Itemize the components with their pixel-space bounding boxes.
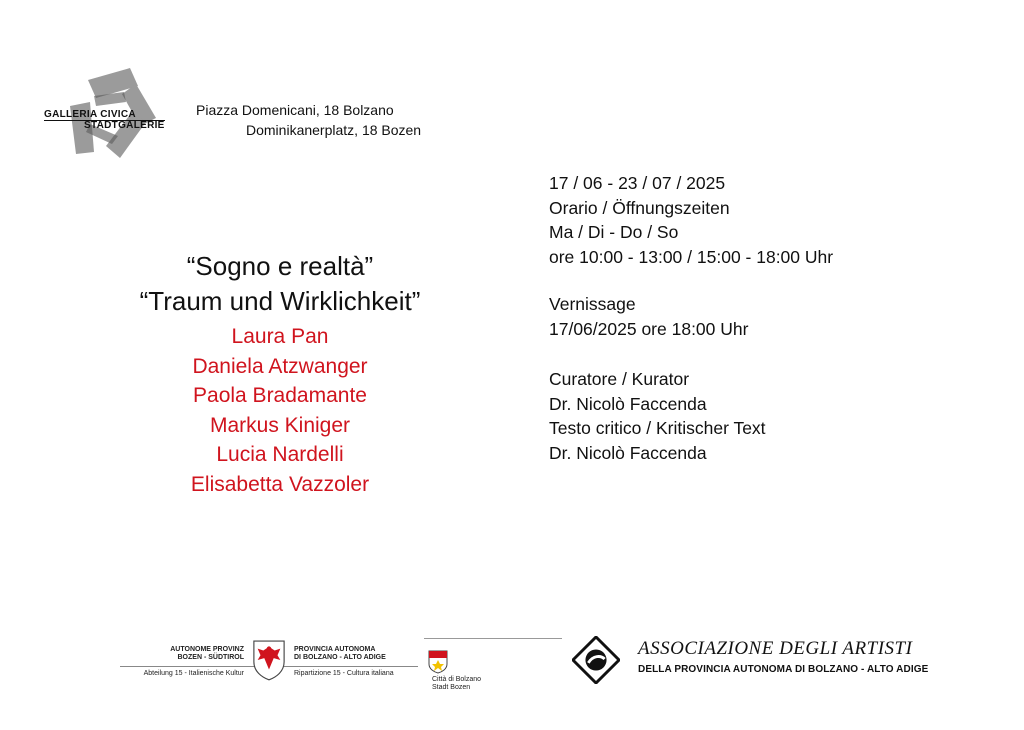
vernissage-date: 17/06/2025 ore 18:00 Uhr bbox=[549, 318, 749, 339]
province-german-name bbox=[160, 646, 244, 662]
vernissage-label: Vernissage bbox=[549, 294, 636, 314]
city-coat-of-arms-icon bbox=[428, 650, 448, 674]
artist-name: Paola Bradamante bbox=[193, 384, 367, 407]
opening-hours: ore 10:00 - 13:00 / 15:00 - 18:00 Uhr bbox=[549, 246, 834, 267]
association-subtitle: DELLA PROVINCIA AUTONOMA DI BOLZANO - ALTO ADIGE bbox=[638, 664, 929, 675]
artist-name: Elisabetta Vazzoler bbox=[190, 472, 370, 496]
province-coat-of-arms-icon bbox=[252, 638, 286, 682]
curator-label: Curatore / Kurator bbox=[549, 369, 690, 389]
artist-name: Daniela Atzwanger bbox=[192, 354, 368, 378]
exhibition-title-italian: “Sogno e realtà” bbox=[186, 251, 374, 281]
artist-name: Laura Pan bbox=[231, 325, 329, 348]
city-name-german: Stadt Bozen bbox=[432, 684, 471, 691]
province-german-dept: Abteilung 15 - Italienische Kultur bbox=[143, 670, 244, 677]
artist-list bbox=[120, 322, 440, 499]
province-german-line-1: AUTONOME PROVINZ bbox=[170, 646, 244, 653]
province-italian-line-1: PROVINCIA AUTONOMA bbox=[294, 646, 376, 653]
address-german: Dominikanerplatz, 18 Bozen bbox=[246, 122, 422, 138]
artist-name: Lucia Nardelli bbox=[216, 443, 344, 466]
address-italian: Piazza Domenicani, 18 Bolzano bbox=[196, 102, 394, 118]
logo-line-1: GALLERIA CIVICA bbox=[44, 109, 136, 120]
province-italian-name bbox=[294, 646, 404, 662]
curator-name: Dr. Nicolò Faccenda bbox=[549, 393, 707, 414]
exhibition-title-german: “Traum und Wirklichkeit” bbox=[139, 286, 421, 316]
city-name bbox=[432, 676, 481, 692]
critic-label: Testo critico / Kritischer Text bbox=[549, 418, 766, 438]
critic-name: Dr. Nicolò Faccenda bbox=[549, 442, 707, 463]
province-italian-line-2: DI BOLZANO - ALTO ADIGE bbox=[294, 654, 386, 661]
hours-label: Orario / Öffnungszeiten bbox=[549, 197, 730, 218]
schedule-block bbox=[549, 171, 833, 269]
city-header-line bbox=[424, 638, 562, 639]
logo-wordmark bbox=[44, 110, 165, 131]
exhibition-dates: 17 / 06 - 23 / 07 / 2025 bbox=[549, 173, 726, 193]
vernissage-block bbox=[549, 292, 748, 341]
logo-line-2: STADTGALERIE bbox=[44, 120, 165, 131]
province-italian-dept: Ripartizione 15 - Cultura italiana bbox=[294, 670, 394, 677]
association-name: ASSOCIAZIONE DEGLI ARTISTI bbox=[638, 638, 913, 659]
credits-block bbox=[549, 367, 766, 465]
association-logo-icon bbox=[572, 636, 620, 684]
opening-days: Ma / Di - Do / So bbox=[549, 222, 679, 242]
province-german-line-2: BOZEN - SÜDTIROL bbox=[177, 654, 244, 661]
artist-name: Markus Kiniger bbox=[209, 413, 351, 437]
city-name-italian: Città di Bolzano bbox=[432, 676, 482, 683]
